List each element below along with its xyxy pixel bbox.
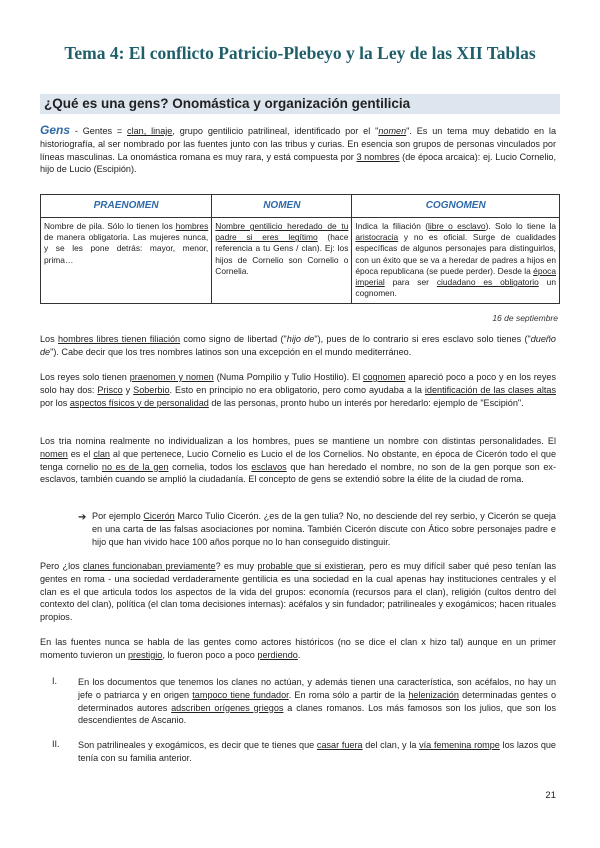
list-item: Son patrilineales y exogámicos, es decir que te tienes que casar fuera del clan, y la vía femenina rompe los lazos que tenía con su familia anterior. — [78, 740, 556, 763]
paragraph-reyes: Los reyes solo tienen praenomen y nomen (Numa Pompilio y Tulio Hostilio). El cognomen apareció poco a poco y en los reyes solo hay dos: Prisco y Soberbio. Esto en principio no era obligatorio, pero como ayudaba a la identificación de las clases altas por los aspectos físicos y de personalidad de las personas, pronto hubo un interés por heredarlo: ejemplo de "Escipión". — [40, 372, 557, 408]
header-nomen: NOMEN — [212, 195, 352, 218]
list-number-2: II. — [52, 739, 60, 749]
paragraph-filiacion: Los hombres libres tienen filiación como signo de libertad ("hijo de"), pues de lo contrario si eres esclavo solo tienes ("dueño de"). Cabe decir que los tres nombres latinos son una excepción en el mundo mediterráneo. — [40, 334, 556, 357]
paragraph-clanes: Pero ¿los clanes funcionaban previamente? es muy probable que si existieran, pero es muy difícil saber qué peso tenían las gentes en roma - una sociedad verdaderamente gentilicia es una sociedad en la cual apenas hay instituciones centrales y el clan es el que articula todos los aspectos de la vida del grupos: economía (recursos para el clan), religión (cultos dentro del contexto del clan), política (el clan toma decisiones internas): acéfalos y sin fundador; patrilineales y exogámicos; hacen rituales propios. — [40, 561, 557, 623]
arrow-bullet-icon: ➔ — [78, 512, 87, 523]
page-title: Tema 4: El conflicto Patricio-Plebeyo y la Ley de las XII Tablas — [64, 43, 536, 63]
list-item: En los documentos que tenemos los clanes no actúan, y además tienen una característica, son acéfalos, no hay un jefe o patriarca y en origen tampoco tiene fundador. En roma sólo a partir de la helenización determinadas gentes o determinados autores adscriben orígenes griegos a clanes romanos. Los más famosos son los julios, que son los descendientes de Ascanio. — [78, 677, 556, 726]
onomastics-table — [40, 194, 560, 304]
list-number-1: I. — [52, 676, 58, 686]
header-cognomen: COGNOMEN — [352, 195, 560, 218]
page-number: 21 — [545, 790, 556, 801]
cell-praenomen: Nombre de pila. Sólo lo tienen los hombres de manera obligatoria. Las mujeres nunca, y se les pone detrás: mayor, menor, prima… — [41, 218, 212, 304]
header-praenomen: PRAENOMEN — [41, 195, 212, 218]
paragraph-fuentes: En las fuentes nunca se habla de las gentes como actores históricos (no se dice el clan x hizo tal) aunque en un primer momento tuvieron un prestigio, lo fueron poco a poco perdiendo. — [40, 637, 556, 660]
gens-intro-paragraph: Gens - Gentes = clan, linaje, grupo gentilicio patrilineal, identificado por el "nomen". Es un tema muy debatido en la historiografía, al ser nombrado por las fuentes junto con las tribus y curias. En esencia son grupos de personas vinculados por líneas masculinas. La onomástica romana es muy rara, y está compuesta por 3 nombres (de época arcaica): ej. Lucio Cornelio, hijo de Lucio (Escipión). — [40, 123, 557, 175]
cell-cognomen: Indica la filiación (libre o esclavo). Solo lo tiene la aristocracia y no es oficial. Surge de cualidades específicas de algunos personajes para distinguirlos, con un éxito que se va a heredar de padres a hijos en época republicana (se puede perder). Desde la época imperial para ser ciudadano es obligatorio un cognomen. — [352, 218, 560, 304]
bullet-ciceron: Por ejemplo Cicerón Marco Tulio Cicerón. ¿es de la gen tulia? No, no desciende del rey serbio, y Cicerón se queja en una carta de las falsas asociaciones por nomina. También Cicerón discute con Ático sobre personajes padre e hijo que han vivido hace 100 años porque no lo han conseguido distinguir. — [92, 511, 556, 547]
date-label: 16 de septiembre — [492, 313, 558, 323]
table-row — [41, 218, 560, 304]
table-header-row — [41, 195, 560, 218]
gens-term: Gens — [40, 123, 71, 137]
section-heading: ¿Qué es una gens? Onomástica y organización gentilicia — [40, 94, 560, 114]
paragraph-tria-nomina: Los tria nomina realmente no individualizan a los hombres, pues se mantiene un nombre con distintas personalidades. El nomen es el clan al que pertenece, Lucio Cornelio es Lucio el de los Cornelios. No obstante, en época de Cicerón todo el que tenga cornelio no es de la gen cornelia, todos los esclavos que han heredado el nombre, no son de la gen porque son ex-esclavos, también cuando se amplió la ciudadanía. El concepto de gens se extendió sobre la élite de la ciudad de roma. — [40, 436, 557, 485]
cell-nomen: Nombre gentilicio heredado de tu padre si eres legítimo (hace referencia a tu Gens / clan). Ej: los hijos de Cornelio son Cornelio o Cornelia. — [212, 218, 352, 304]
